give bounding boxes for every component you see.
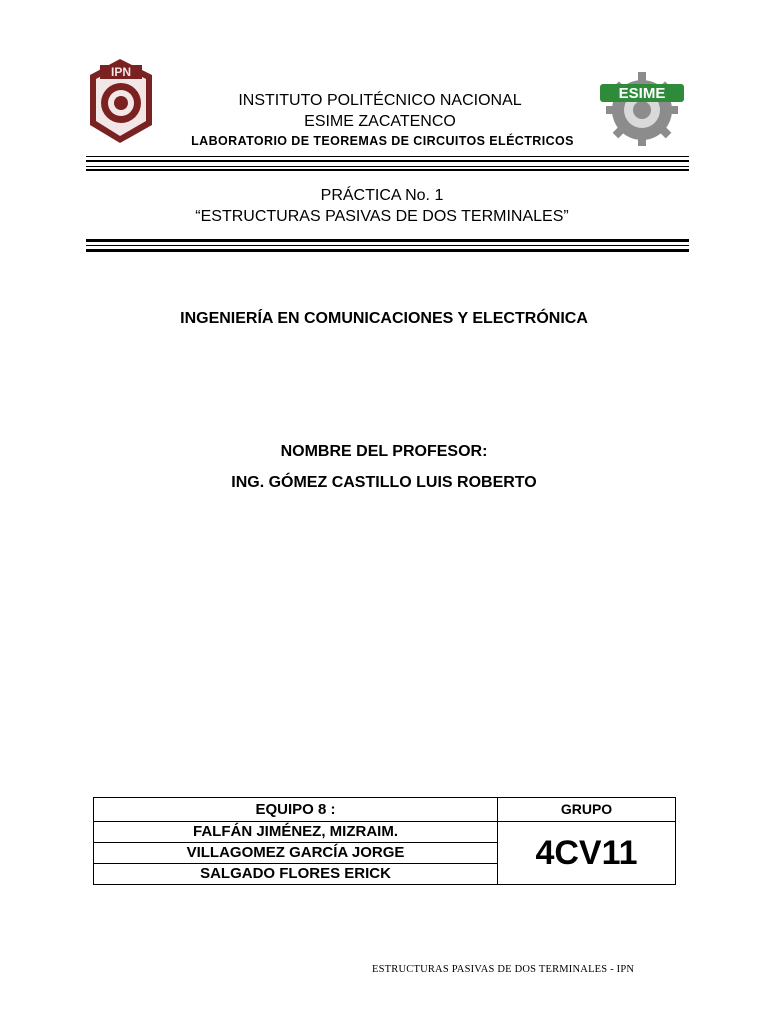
laboratory-name: LABORATORIO DE TEOREMAS DE CIRCUITOS ELÉCTRICOS bbox=[191, 134, 574, 148]
institution-name: INSTITUTO POLITÉCNICO NACIONAL bbox=[238, 92, 522, 109]
school-name: ESIME ZACATENCO bbox=[304, 113, 456, 130]
group-heading: GRUPO bbox=[498, 798, 676, 822]
team-member: SALGADO FLORES ERICK bbox=[94, 864, 498, 885]
professor-name: ING. GÓMEZ CASTILLO LUIS ROBERTO bbox=[231, 474, 537, 491]
header-divider bbox=[86, 166, 689, 167]
header-divider bbox=[86, 160, 689, 162]
career-name: INGENIERÍA EN COMUNICACIONES Y ELECTRÓNICA bbox=[180, 310, 588, 327]
esime-gear-icon bbox=[596, 68, 688, 146]
page-footer: ESTRUCTURAS PASIVAS DE DOS TERMINALES - IPN bbox=[372, 964, 635, 975]
ipn-seal-icon bbox=[84, 55, 158, 147]
title-divider bbox=[86, 239, 689, 242]
header-divider bbox=[86, 156, 689, 157]
professor-heading: NOMBRE DEL PROFESOR: bbox=[280, 443, 488, 460]
team-member: VILLAGOMEZ GARCÍA JORGE bbox=[94, 843, 498, 864]
esime-logo-text: ESIME bbox=[618, 85, 666, 102]
table-row bbox=[94, 822, 676, 843]
practice-number: PRÁCTICA No. 1 bbox=[320, 187, 444, 204]
table-row bbox=[94, 798, 676, 822]
team-member: FALFÁN JIMÉNEZ, MIZRAIM. bbox=[94, 822, 498, 843]
practice-title: “ESTRUCTURAS PASIVAS DE DOS TERMINALES” bbox=[195, 208, 569, 225]
header-divider bbox=[86, 169, 689, 171]
team-heading: EQUIPO 8 : bbox=[94, 798, 498, 822]
team-table bbox=[93, 797, 676, 885]
title-divider bbox=[86, 249, 689, 252]
title-divider bbox=[86, 245, 689, 246]
ipn-logo-text: IPN bbox=[110, 65, 132, 79]
group-code: 4CV11 bbox=[498, 822, 676, 885]
